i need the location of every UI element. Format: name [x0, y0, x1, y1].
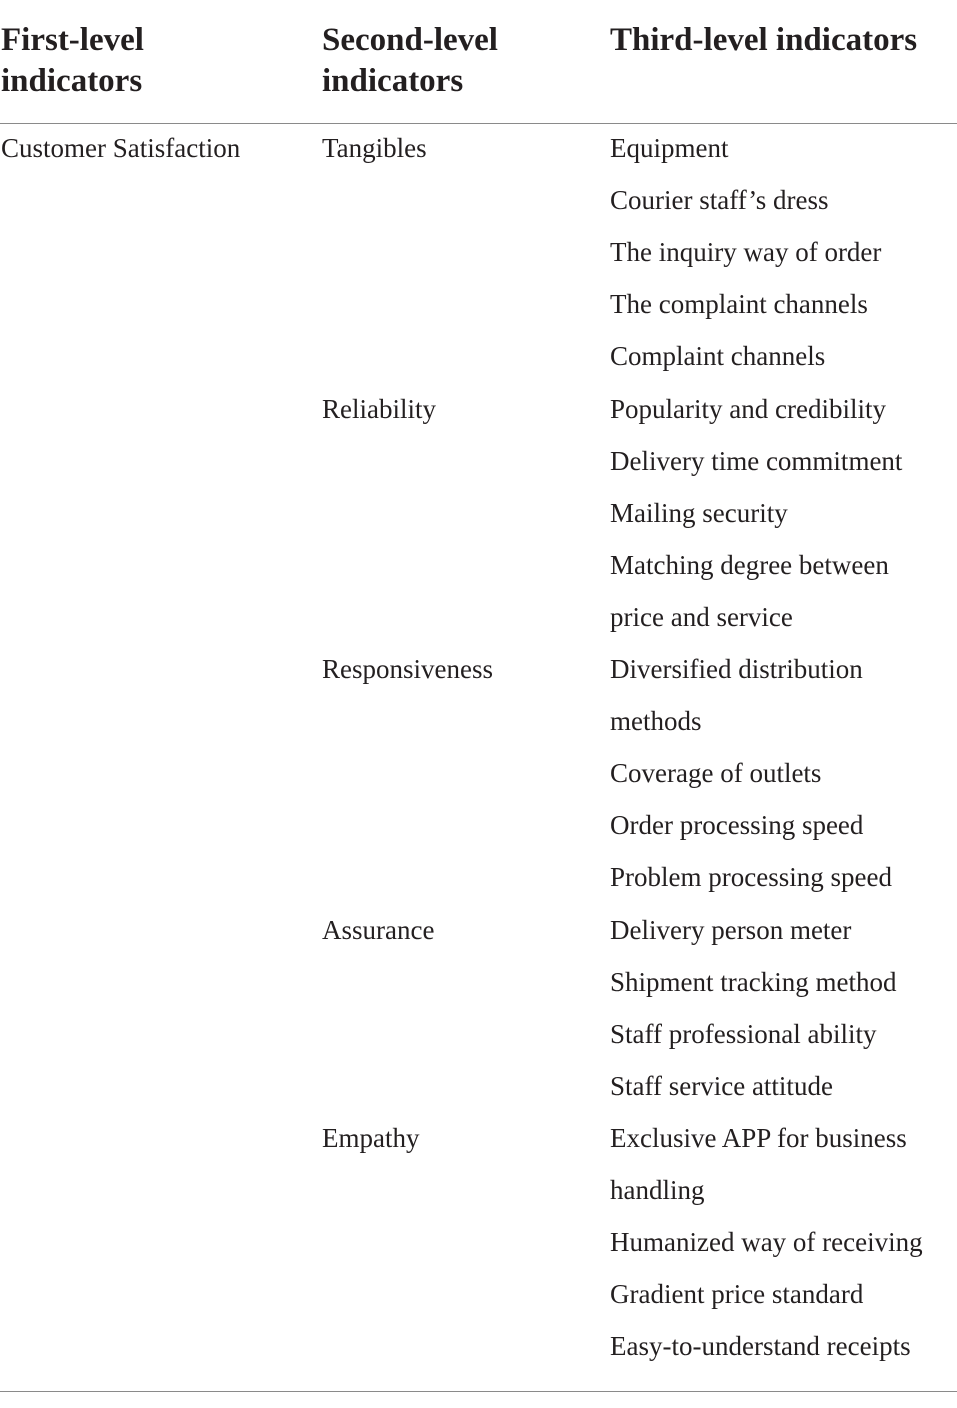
third-level-cell: Order processing speed: [610, 810, 864, 841]
third-level-cell: Complaint channels: [610, 341, 826, 372]
third-level-cell: Equipment: [610, 133, 729, 163]
third-level-cell: Gradient price standard: [610, 1279, 864, 1310]
third-level-cell: Mailing security: [610, 497, 788, 528]
second-level-cell: Assurance: [322, 914, 435, 945]
third-level-cell: methods: [610, 706, 702, 737]
first-level-cell: Customer Satisfaction: [1, 133, 241, 163]
third-level-cell: Courier staff’s dress: [610, 185, 829, 216]
header-first-level: [1, 20, 301, 102]
third-level-cell: Exclusive APP for business: [610, 1122, 907, 1153]
header-divider: [0, 123, 957, 124]
table-bottom-rule: [0, 1391, 957, 1392]
header-first-level-line-2: indicators: [1, 63, 143, 99]
second-level-cell: Responsiveness: [322, 654, 493, 684]
third-level-cell: Staff service attitude: [610, 1070, 833, 1101]
second-level-cell: Reliability: [322, 393, 436, 424]
third-level-cell: Popularity and credibility: [610, 393, 886, 424]
header-first-level-line-1: First-level: [1, 22, 144, 58]
header-third-level: [610, 20, 955, 61]
second-level-cell: Empathy: [322, 1122, 420, 1153]
third-level-cell: The complaint channels: [610, 289, 868, 320]
header-second-level: [322, 20, 582, 102]
third-level-cell: handling: [610, 1175, 705, 1205]
third-level-cell: Humanized way of receiving: [610, 1227, 923, 1258]
header-second-level-line-2: indicators: [322, 63, 464, 99]
third-level-cell: Coverage of outlets: [610, 758, 822, 789]
third-level-cell: Staff professional ability: [610, 1018, 877, 1049]
third-level-cell: Matching degree between: [610, 549, 889, 580]
header-second-level-line-1: Second-level: [322, 22, 498, 58]
third-level-cell: Diversified distribution: [610, 654, 863, 684]
header-third-level-line-1: Third-level indicators: [610, 22, 918, 58]
third-level-cell: Problem processing speed: [610, 862, 892, 893]
third-level-cell: Delivery time commitment: [610, 445, 903, 476]
second-level-cell: Tangibles: [322, 133, 427, 163]
third-level-cell: price and service: [610, 601, 793, 632]
third-level-cell: The inquiry way of order: [610, 237, 882, 268]
third-level-cell: Shipment tracking method: [610, 966, 897, 997]
third-level-cell: Delivery person meter: [610, 914, 852, 945]
third-level-cell: Easy-to-understand receipts: [610, 1331, 911, 1362]
